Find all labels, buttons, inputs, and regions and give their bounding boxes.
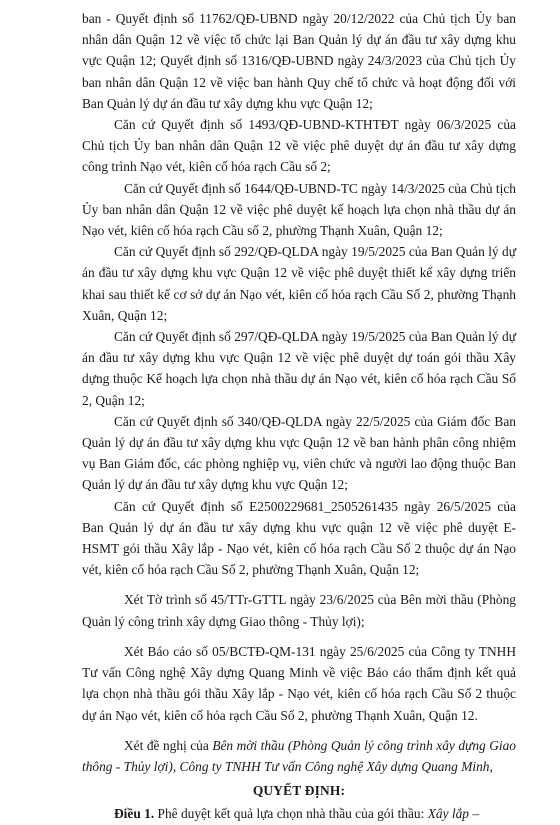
- article-1-italic-tail: Xây lắp –: [427, 806, 480, 822]
- decision-heading: QUYẾT ĐỊNH:: [252, 783, 346, 799]
- proposal-lead-text: Xét đề nghị của: [124, 737, 213, 753]
- article-1-label: Điều 1.: [114, 806, 155, 822]
- paragraph-legal-basis-3: Căn cứ Quyết định số 1644/QĐ-UBND-TC ngày 14/3/2025 của Chủ tịch Ủy ban nhân dân Quận 12 về việc phê duyệt kế hoạch lựa chọn nhà thầu dự án Nạo vét, kiên cố hóa rạch Cầu số 2, phường Thạnh Xuân, Quận 12;: [82, 180, 516, 239]
- paragraph-legal-basis-2: Căn cứ Quyết định số 1493/QĐ-UBND-KTHTĐT ngày 06/3/2025 của Chủ tịch Ủy ban nhân dân Quận 12 về việc phê duyệt dự án đầu tư xây dựng công trình Nạo vét, kiên cố hóa rạch Cầu số 2;: [82, 117, 516, 175]
- paragraph-legal-basis-1: ban - Quyết định số 11762/QĐ-UBND ngày 20/12/2022 của Chủ tịch Ủy ban nhân dân Quận 12 về việc tổ chức lại Ban Quản lý dự án đầu tư xây dựng khu vực Quận 12; Quyết định số 1316/QĐ-UBND ngày 24/3/2023 của Chủ tịch Ủy ban nhân dân Quận 12 về việc ban hành Quy chế tổ chức và hoạt động đối với Ban Quản lý dự án đầu tư xây dựng khu vực Quận 12;: [82, 11, 516, 111]
- paragraph-consider-report: Xét Báo cáo số 05/BCTĐ-QM-131 ngày 25/6/2025 của Công ty TNHH Tư vấn Công nghệ Xây dựng Quang Minh về việc Báo cáo thẩm định kết quả lựa chọn nhà thầu gói thầu Xây lắp - Nạo vét, kiên cố hóa rạch Cầu Số 2 thuộc dự án Nạo vét, kiên cố hóa rạch Cầu Số 2, phường Thạnh Xuân, Quận 12.: [82, 643, 516, 723]
- article-1-text: Phê duyệt kết quả lựa chọn nhà thầu của gói thầu:: [154, 806, 428, 822]
- proposal-italic-text: Bên mời thầu (Phòng Quản lý công trình xây dựng Giao thông - Thủy lợi), Công ty TNHH Tư vấn Công nghệ Xây dựng Quang Minh,: [82, 737, 516, 774]
- paragraph-legal-basis-4: Căn cứ Quyết định số 292/QĐ-QLDA ngày 19/5/2025 của Ban Quản lý dự án đầu tư xây dựng khu vực Quận 12 về việc phê duyệt thiết kế xây dựng triển khai sau thiết kế cơ sở dự án Nạo vét, kiên cố hóa rạch Cầu Số 2, phường Thạnh Xuân, Quận 12;: [82, 244, 516, 323]
- paragraph-legal-basis-5: Căn cứ Quyết định số 297/QĐ-QLDA ngày 19/5/2025 của Ban Quản lý dự án đầu tư xây dựng khu vực Quận 12 về việc phê duyệt dự toán gói thầu Xây dựng thuộc Kế hoạch lựa chọn nhà thầu dự án Nạo vét, kiên cố hóa rạch Cầu Số 2, Quận 12;: [82, 329, 516, 408]
- article-1: [82, 803, 516, 824]
- paragraph-consider-proposal: [82, 735, 516, 777]
- paragraph-legal-basis-6: Căn cứ Quyết định số 340/QĐ-QLDA ngày 22/5/2025 của Giám đốc Ban Quản lý dự án đầu tư xây dựng khu vực Quận 12 về ban hành phân công nhiệm vụ Ban Giám đốc, các phòng nghiệp vụ, viên chức và người lao động thuộc Ban Quản lý dự án đầu tư xây dựng khu vực Quận 12;: [82, 413, 516, 493]
- paragraph-legal-basis-7: Căn cứ Quyết định số E2500229681_2505261435 ngày 26/5/2025 của Ban Quản lý dự án đầu tư xây dựng khu vực quận 12 về việc phê duyệt E-HSMT gói thầu Xây lắp - Nạo vét, kiên cố hóa rạch Cầu Số 2 thuộc dự án Nạo vét, kiên cố hóa rạch Cầu Số 2, phường Thạnh Xuân, Quận 12;: [82, 498, 516, 578]
- paragraph-consider-submission: Xét Tờ trình số 45/TTr-GTTL ngày 23/6/2025 của Bên mời thầu (Phòng Quản lý công trình xây dựng Giao thông - Thủy lợi);: [82, 592, 516, 629]
